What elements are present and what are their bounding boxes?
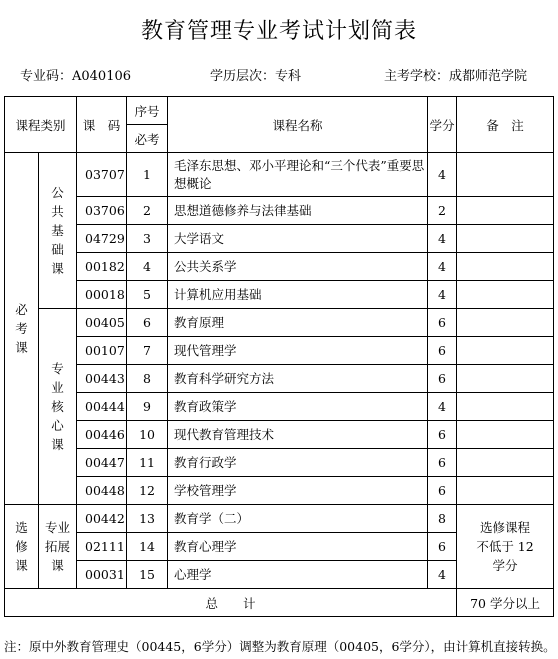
course-seq: 5: [127, 281, 168, 309]
course-seq: 1: [127, 153, 168, 197]
course-seq: 10: [127, 421, 168, 449]
course-credit: 6: [428, 421, 457, 449]
table-row: [5, 153, 554, 197]
course-credit: 6: [428, 477, 457, 505]
elective-remark: [457, 505, 554, 589]
course-credit: 4: [428, 153, 457, 197]
course-code: 00107: [77, 337, 127, 365]
total-value: 70 学分以上: [457, 589, 554, 617]
course-credit: 4: [428, 253, 457, 281]
group-major-extension: [39, 505, 77, 589]
course-name: 学校管理学: [168, 477, 428, 505]
major-code: 专业码：A040106: [20, 69, 132, 84]
table-row: [5, 449, 554, 477]
table-row: [5, 309, 554, 337]
table-row: [5, 505, 554, 533]
course-name: 大学语文: [168, 225, 428, 253]
group-public-basic-char: 共: [51, 204, 64, 219]
table-row: [5, 337, 554, 365]
group-elective: [5, 505, 39, 589]
course-credit: 4: [428, 393, 457, 421]
course-seq: 2: [127, 197, 168, 225]
total-row: [5, 589, 554, 617]
course-credit: 6: [428, 309, 457, 337]
course-code: 00442: [77, 505, 127, 533]
group-public-basic-char: 基: [51, 223, 64, 238]
course-name: 计算机应用基础: [168, 281, 428, 309]
group-major-core-char: 课: [51, 437, 64, 452]
course-seq: 14: [127, 533, 168, 561]
course-name: 教育学（二）: [168, 505, 428, 533]
group-major-extension-char: 专业: [45, 520, 71, 535]
course-name: 教育原理: [168, 309, 428, 337]
header-course-name: 课程名称: [168, 97, 428, 153]
group-major-core-char: 核: [51, 399, 64, 414]
group-public-basic-char: 础: [51, 242, 64, 257]
course-credit: 4: [428, 225, 457, 253]
table-row: [5, 365, 554, 393]
course-code: 00447: [77, 449, 127, 477]
elective-remark-line: 选修课程: [480, 520, 531, 535]
course-name: 思想道德修养与法律基础: [168, 197, 428, 225]
course-remark: [457, 309, 554, 337]
course-seq: 3: [127, 225, 168, 253]
header-row: [5, 97, 554, 125]
course-code: 04729: [77, 225, 127, 253]
course-remark: [457, 365, 554, 393]
course-seq: 9: [127, 393, 168, 421]
group-major-extension-char: 拓展: [45, 539, 71, 554]
course-credit: 6: [428, 365, 457, 393]
course-seq: 12: [127, 477, 168, 505]
course-remark: [457, 477, 554, 505]
elective-remark-line: 不低于 12: [476, 539, 534, 554]
header-credit: 学分: [428, 97, 457, 153]
course-seq: 13: [127, 505, 168, 533]
exam-school: 主考学校：成都师范学院: [384, 69, 528, 84]
course-name: 公共关系学: [168, 253, 428, 281]
course-credit: 6: [428, 337, 457, 365]
course-seq: 6: [127, 309, 168, 337]
course-name: 教育行政学: [168, 449, 428, 477]
course-credit: 2: [428, 197, 457, 225]
group-public-basic-char: 公: [51, 185, 64, 200]
course-name: 教育科学研究方法: [168, 365, 428, 393]
group-elective-char: 修: [15, 539, 28, 554]
course-remark: [457, 225, 554, 253]
group-major-core-char: 专: [51, 361, 64, 376]
course-code: 03706: [77, 197, 127, 225]
footnote: 注：原中外教育管理史（00445，6学分）调整为教育原理（00405，6学分），由计算机直接转换。: [4, 639, 556, 654]
group-major-core-char: 业: [51, 380, 64, 395]
header-remark: 备 注: [457, 97, 554, 153]
course-code: 00444: [77, 393, 127, 421]
elective-remark-line: 学分: [492, 558, 518, 573]
course-credit: 6: [428, 449, 457, 477]
course-credit: 4: [428, 281, 457, 309]
table-row: [5, 253, 554, 281]
page-title: 教育管理专业考试计划简表: [140, 19, 417, 44]
table-row: [5, 477, 554, 505]
course-code: 03707: [77, 153, 127, 197]
header-category: 课程类别: [5, 97, 77, 153]
table-row: [5, 281, 554, 309]
group-required: [5, 153, 39, 505]
header-seq: 序号: [127, 97, 168, 125]
course-name: 心理学: [168, 561, 428, 589]
table-row: [5, 421, 554, 449]
group-required-char: 考: [15, 321, 28, 336]
course-name: 现代管理学: [168, 337, 428, 365]
group-major-core: [39, 309, 77, 505]
course-seq: 8: [127, 365, 168, 393]
course-code: 00182: [77, 253, 127, 281]
course-credit: 6: [428, 533, 457, 561]
group-public-basic: [39, 153, 77, 309]
course-credit: 4: [428, 561, 457, 589]
group-major-extension-char: 课: [51, 558, 64, 573]
course-code: 00448: [77, 477, 127, 505]
course-code: 00405: [77, 309, 127, 337]
group-required-char: 必: [15, 302, 28, 317]
course-seq: 11: [127, 449, 168, 477]
course-name: 毛泽东思想、邓小平理论和“三个代表”重要思想概论: [168, 153, 428, 197]
course-code: 00018: [77, 281, 127, 309]
course-remark: [457, 393, 554, 421]
course-credit: 8: [428, 505, 457, 533]
table-row: [5, 225, 554, 253]
course-code: 00443: [77, 365, 127, 393]
total-label: 总 计: [5, 589, 457, 617]
course-name: 现代教育管理技术: [168, 421, 428, 449]
course-code: 00031: [77, 561, 127, 589]
course-remark: [457, 253, 554, 281]
group-public-basic-char: 课: [51, 261, 64, 276]
course-remark: [457, 153, 554, 197]
group-required-char: 课: [15, 340, 28, 355]
course-name: 教育心理学: [168, 533, 428, 561]
header-required: 必考: [127, 125, 168, 153]
table-row: [5, 197, 554, 225]
course-seq: 15: [127, 561, 168, 589]
course-remark: [457, 281, 554, 309]
course-code: 00446: [77, 421, 127, 449]
group-elective-char: 课: [15, 558, 28, 573]
education-level: 学历层次：专科: [210, 69, 302, 84]
course-remark: [457, 421, 554, 449]
exam-plan-table: [4, 96, 554, 617]
table-row: [5, 393, 554, 421]
course-remark: [457, 449, 554, 477]
course-seq: 4: [127, 253, 168, 281]
course-code: 02111: [77, 533, 127, 561]
course-name: 教育政策学: [168, 393, 428, 421]
course-remark: [457, 197, 554, 225]
course-remark: [457, 337, 554, 365]
group-major-core-char: 心: [51, 418, 64, 433]
header-code: 课 码: [77, 97, 127, 153]
course-seq: 7: [127, 337, 168, 365]
group-elective-char: 选: [15, 520, 28, 535]
